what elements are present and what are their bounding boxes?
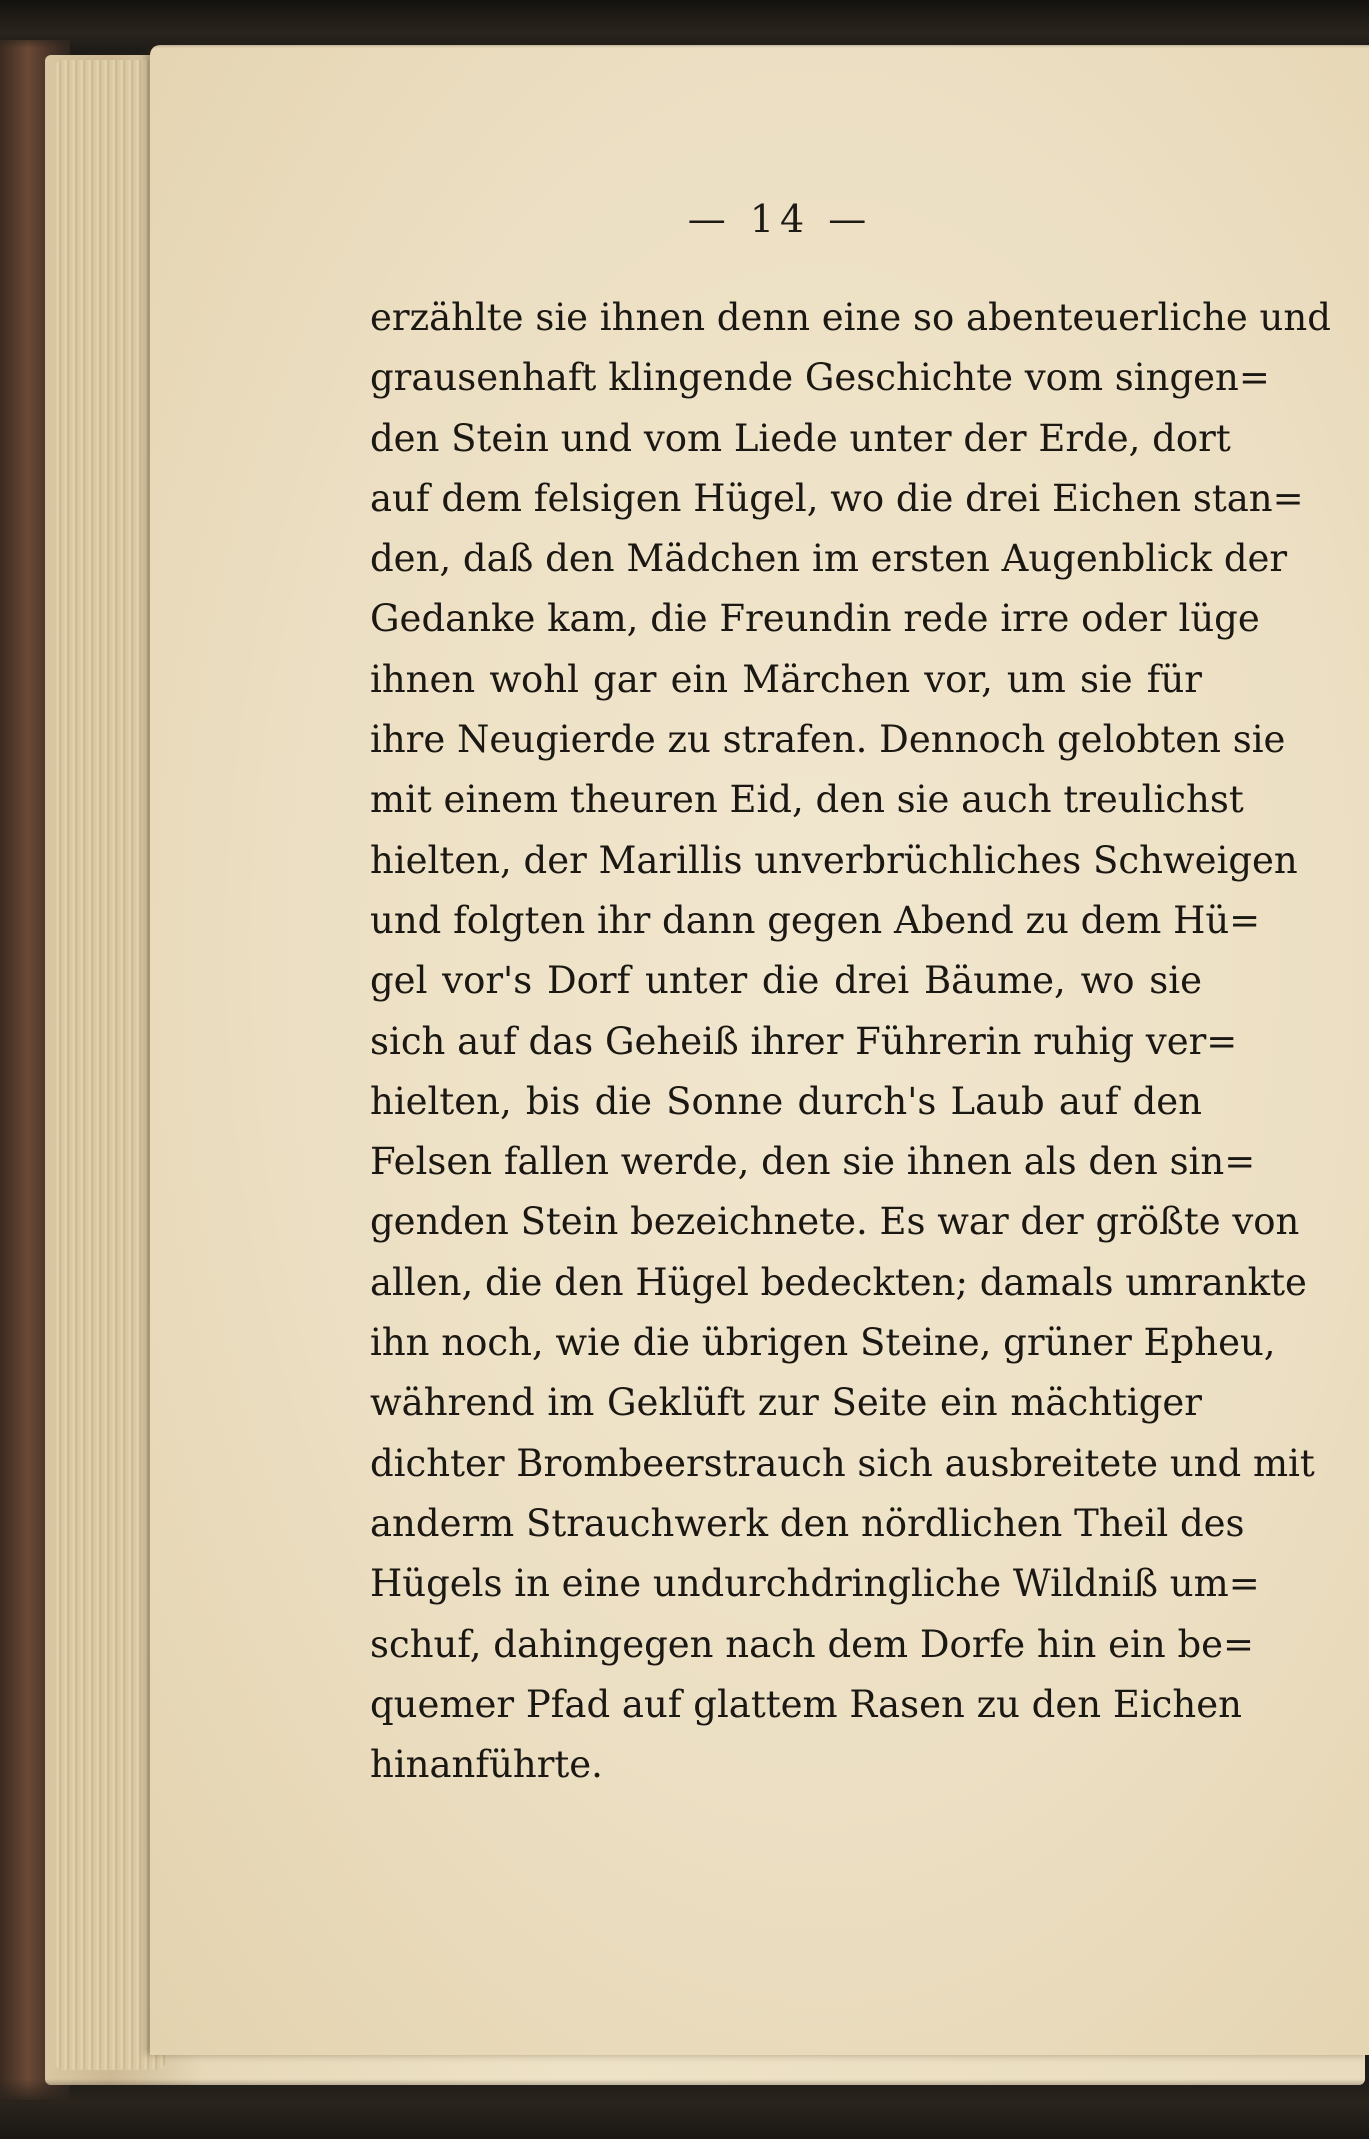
text-line: gel vor's Dorf unter die drei Bäume, wo sie	[370, 959, 1202, 1003]
text-line: Hügels in eine undurchdringliche Wildniß um=	[370, 1562, 1260, 1606]
bottom-shadow	[0, 2079, 1369, 2139]
text-line: dichter Brombeerstrauch sich ausbreitete und mit	[370, 1441, 1315, 1485]
text-line: mit einem theuren Eid, den sie auch treulichst	[370, 778, 1244, 822]
text-line: auf dem felsigen Hügel, wo die drei Eichen stan=	[370, 476, 1304, 520]
text-line: hinanführte.	[370, 1743, 603, 1787]
body-text	[370, 288, 1331, 1795]
text-line: grausenhaft klingende Geschichte vom singen=	[370, 356, 1270, 400]
text-line: Felsen fallen werde, den sie ihnen als den sin=	[370, 1140, 1256, 1184]
text-line: erzählte sie ihnen denn eine so abenteuerliche und	[370, 296, 1331, 339]
text-line: genden Stein bezeichnete. Es war der größte von	[370, 1200, 1300, 1244]
text-line: hielten, bis die Sonne durch's Laub auf den	[370, 1079, 1202, 1123]
page-number: — 14 —	[687, 197, 873, 241]
text-line: Gedanke kam, die Freundin rede irre oder lüge	[370, 597, 1260, 641]
text-line: allen, die den Hügel bedeckten; damals umrankte	[370, 1260, 1307, 1304]
text-line: sich auf das Geheiß ihrer Führerin ruhig ver=	[370, 1019, 1238, 1063]
text-line: anderm Strauchwerk den nördlichen Theil des	[370, 1501, 1245, 1545]
text-line: hielten, der Marillis unverbrüchliches Schweigen	[370, 838, 1298, 882]
text-line: ihnen wohl gar ein Märchen vor, um sie für	[370, 657, 1202, 701]
text-line: den Stein und vom Liede unter der Erde, dort	[370, 416, 1231, 460]
text-line: den, daß den Mädchen im ersten Augenblick der	[370, 537, 1288, 581]
text-line: während im Geklüft zur Seite ein mächtiger	[370, 1381, 1202, 1425]
text-line: schuf, dahingegen nach dem Dorfe hin ein be=	[370, 1622, 1255, 1666]
text-line: ihre Neugierde zu strafen. Dennoch gelobten sie	[370, 718, 1286, 762]
text-line: und folgten ihr dann gegen Abend zu dem Hü=	[370, 898, 1261, 942]
page-edges	[55, 60, 165, 2070]
top-shadow	[0, 0, 1369, 48]
text-line: ihn noch, wie die übrigen Steine, grüner Epheu,	[370, 1321, 1276, 1365]
text-line: quemer Pfad auf glattem Rasen zu den Eichen	[370, 1682, 1242, 1726]
